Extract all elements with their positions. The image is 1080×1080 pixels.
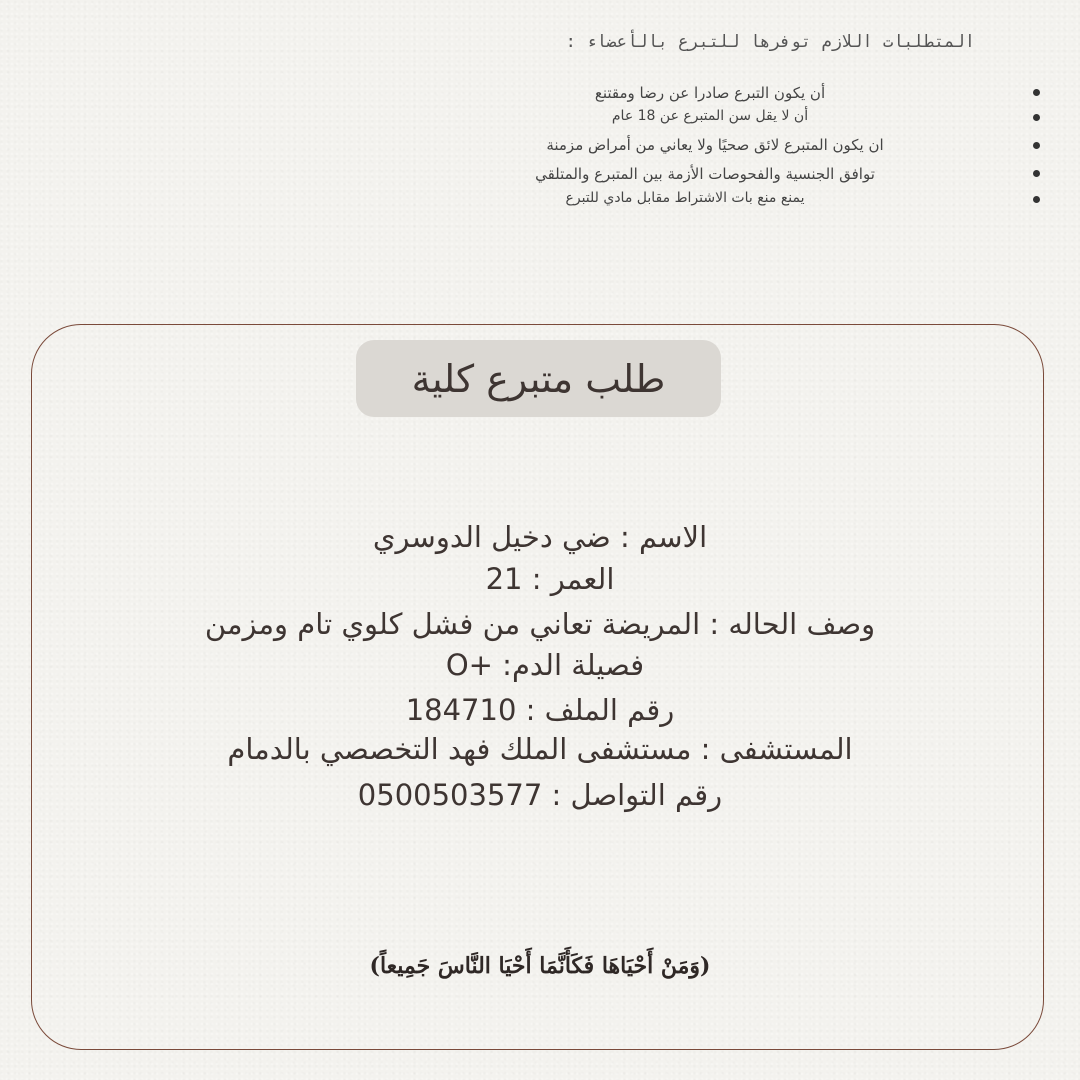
donor-request-card	[31, 324, 1044, 1050]
bullet-icon	[1033, 89, 1040, 96]
patient-age: العمر : 21	[485, 562, 615, 596]
card-title: طلب متبرع كلية	[411, 356, 666, 401]
bullet-icon	[1033, 114, 1040, 121]
requirement-item: توافق الجنسية والفحوصات الأزمة بين المتبرع والمتلقي	[535, 165, 875, 183]
requirement-item: يمنع منع بات الاشتراط مقابل مادي للتبرع	[565, 190, 805, 206]
requirement-item: أن لا يقل سن المتبرع عن 18 عام	[611, 108, 809, 124]
card-title-badge	[356, 340, 721, 417]
contact-number: رقم التواصل : 0500503577	[357, 778, 723, 812]
blood-type: فصيلة الدم: +O	[445, 648, 645, 682]
patient-name: الاسم : ضي دخيل الدوسري	[372, 520, 708, 554]
file-number: رقم الملف : 184710	[405, 693, 675, 727]
bullet-icon	[1033, 142, 1040, 149]
quran-verse: (وَمَنْ أَحْيَاهَا فَكَأَنَّمَا أَحْيَا النَّاسَ جَمِيعاً)	[369, 953, 711, 979]
requirement-item: أن يكون التبرع صادرا عن رضا ومقتنع	[594, 84, 826, 102]
hospital-name: المستشفى : مستشفى الملك فهد التخصصي بالدمام	[227, 732, 853, 766]
requirement-item: ان يكون المتبرع لائق صحيًا ولا يعاني من أمراض مزمنة	[546, 136, 884, 154]
bullet-icon	[1033, 196, 1040, 203]
bullet-icon	[1033, 170, 1040, 177]
case-description: وصف الحاله : المريضة تعاني من فشل كلوي تام ومزمن	[204, 607, 876, 641]
requirements-title: المتطلبات اللازم توفرها للتبرع بالأعضاء :	[565, 32, 975, 52]
